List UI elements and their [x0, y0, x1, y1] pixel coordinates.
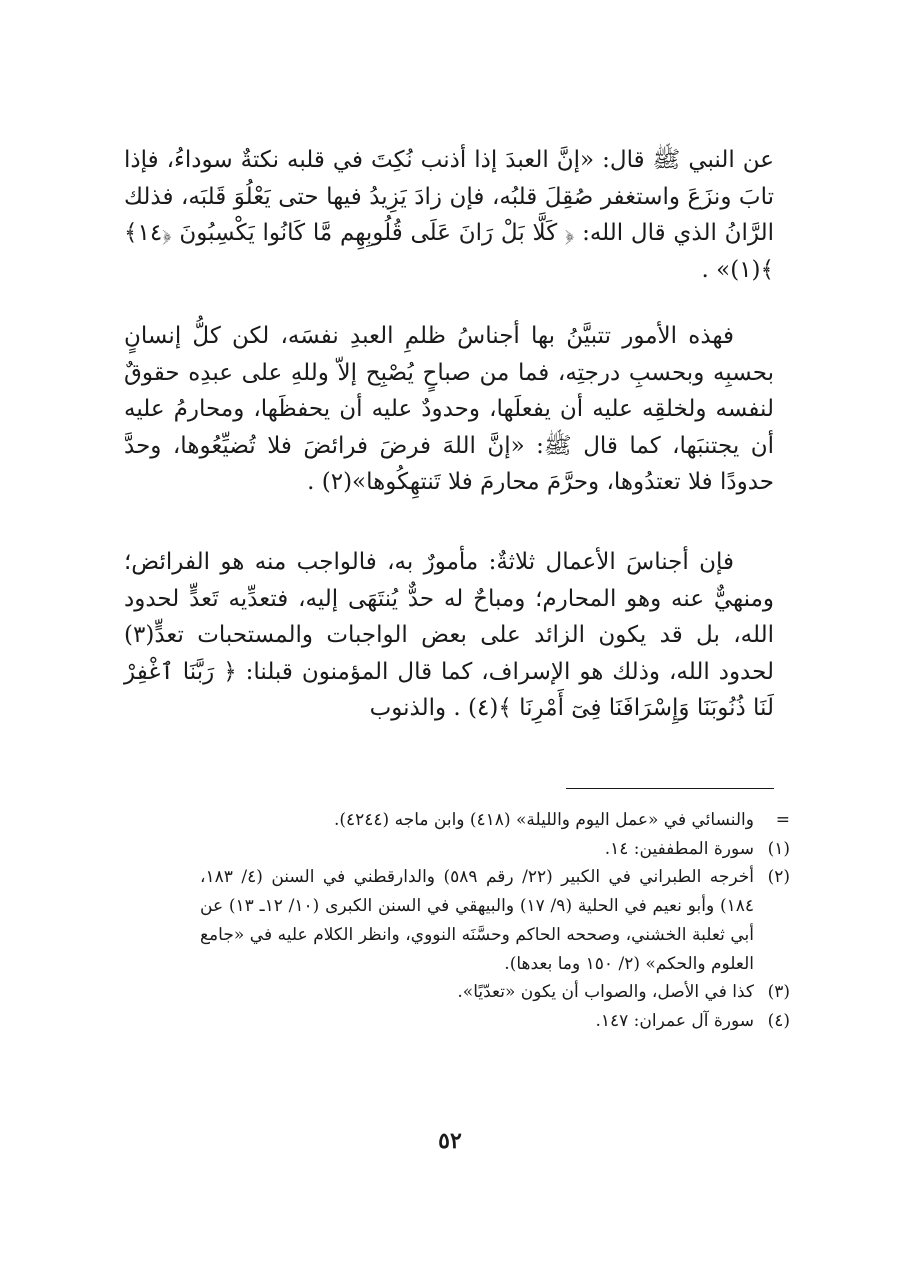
footnote-item — [200, 1007, 790, 1036]
body-paragraph — [124, 142, 774, 288]
footnote-item — [200, 978, 790, 1007]
footnote-mark: = — [775, 810, 790, 830]
paragraph-text: عن النبي ﷺ قال: «إنَّ العبدَ إذا أذنب نُكِتَ في قلبه نكتةٌ سوداءُ، فإذا تابَ ونزَعَ واستغفر صُقِلَ قلبُه، فإن زادَ يَزِيدُ فيها حتى يَعْلُوَ قَلبَه، فذلك الرَّانُ الذي قال الله: ﴿ كَلَّا بَلْ رَانَ عَلَى قُلُوبِهِم مَّا كَانُوا يَكْسِبُونَ ﴿١٤﴾ ﴾(١)» . — [124, 147, 774, 283]
body-paragraph — [124, 544, 774, 727]
footnotes — [200, 806, 790, 1036]
footnote-mark: (٢) — [767, 867, 790, 888]
footnote-item — [200, 835, 790, 864]
footnote-text: كذا في الأصل، والصواب أن يكون «تعدّيًا». — [457, 982, 754, 1003]
footnote-mark: (٤) — [767, 1010, 790, 1031]
page-number: ٥٢ — [438, 1128, 462, 1154]
footnote-text: سورة آل عمران: ١٤٧. — [595, 1010, 754, 1031]
footnote-text: سورة المطففين: ١٤. — [604, 838, 754, 859]
footnote-divider — [566, 788, 774, 789]
footnote-mark: (١) — [767, 838, 790, 859]
body-paragraph — [124, 318, 774, 501]
footnote-text: أخرجه الطبراني في الكبير (٢٢/ رقم ٥٨٩) والدارقطني في السنن (٤/ ١٨٣، ١٨٤) وأبو نعيم في الحلية (٩/ ١٧) والبيهقي في السنن الكبرى (١٠/ ١٢ـ ١٣) عن أبي ثعلبة الخشني، وصححه الحاكم وحسَّنَه النووي، وانظر الكلام عليه في «جامع العلوم والحكم» (٢/ ١٥٠ وما بعدها). — [200, 867, 755, 974]
footnote-text: والنسائي في «عمل اليوم والليلة» (٤١٨) وابن ماجه (٤٢٤٤). — [333, 810, 754, 830]
paragraph-text: فهذه الأمور تتبيَّنُ بها أجناسُ ظلمِ العبدِ نفسَه، لكن كلُّ إنسانٍ بحسبِه وبحسبِ درجتِه، فما من صباحٍ يُصْبِح إلاّ وللهِ على عبدِه حقوقٌ لنفسه ولخلقِه عليه أن يفعلَها، وحدودٌ عليه أن يحفظَها، ومحارمُ عليه أن يجتنبَها، كما قال ﷺ: «إنَّ اللهَ فرضَ فرائضَ فلا تُضيِّعُوها، وحدَّ حدودًا فلا تعتدُوها، وحرَّمَ محارمَ فلا تَنتهِكُوها»(٢) . — [124, 323, 774, 496]
footnote-item — [200, 806, 790, 835]
footnote-mark: (٣) — [767, 982, 790, 1003]
paragraph-text: فإن أجناسَ الأعمال ثلاثةٌ: مأمورٌ به، فالواجب منه هو الفرائض؛ ومنهيٌّ عنه وهو المحارم؛ ومباحٌ له حدٌّ يُنتَهَى إليه، فتعدِّيه تَعدٍّ لحدود الله، بل قد يكون الزائد على بعض الواجبات والمستحبات تعدٍّ(٣) لحدود الله، وذلك هو الإسراف، كما قال المؤمنون قبلنا: ﴿ رَبَّنَا ٱغْفِرْ لَنَا ذُنُوبَنَا وَإِسْرَافَنَا فِىٓ أَمْرِنَا ﴾(٤) . والذنوب — [124, 549, 774, 722]
footnote-item — [200, 863, 790, 978]
